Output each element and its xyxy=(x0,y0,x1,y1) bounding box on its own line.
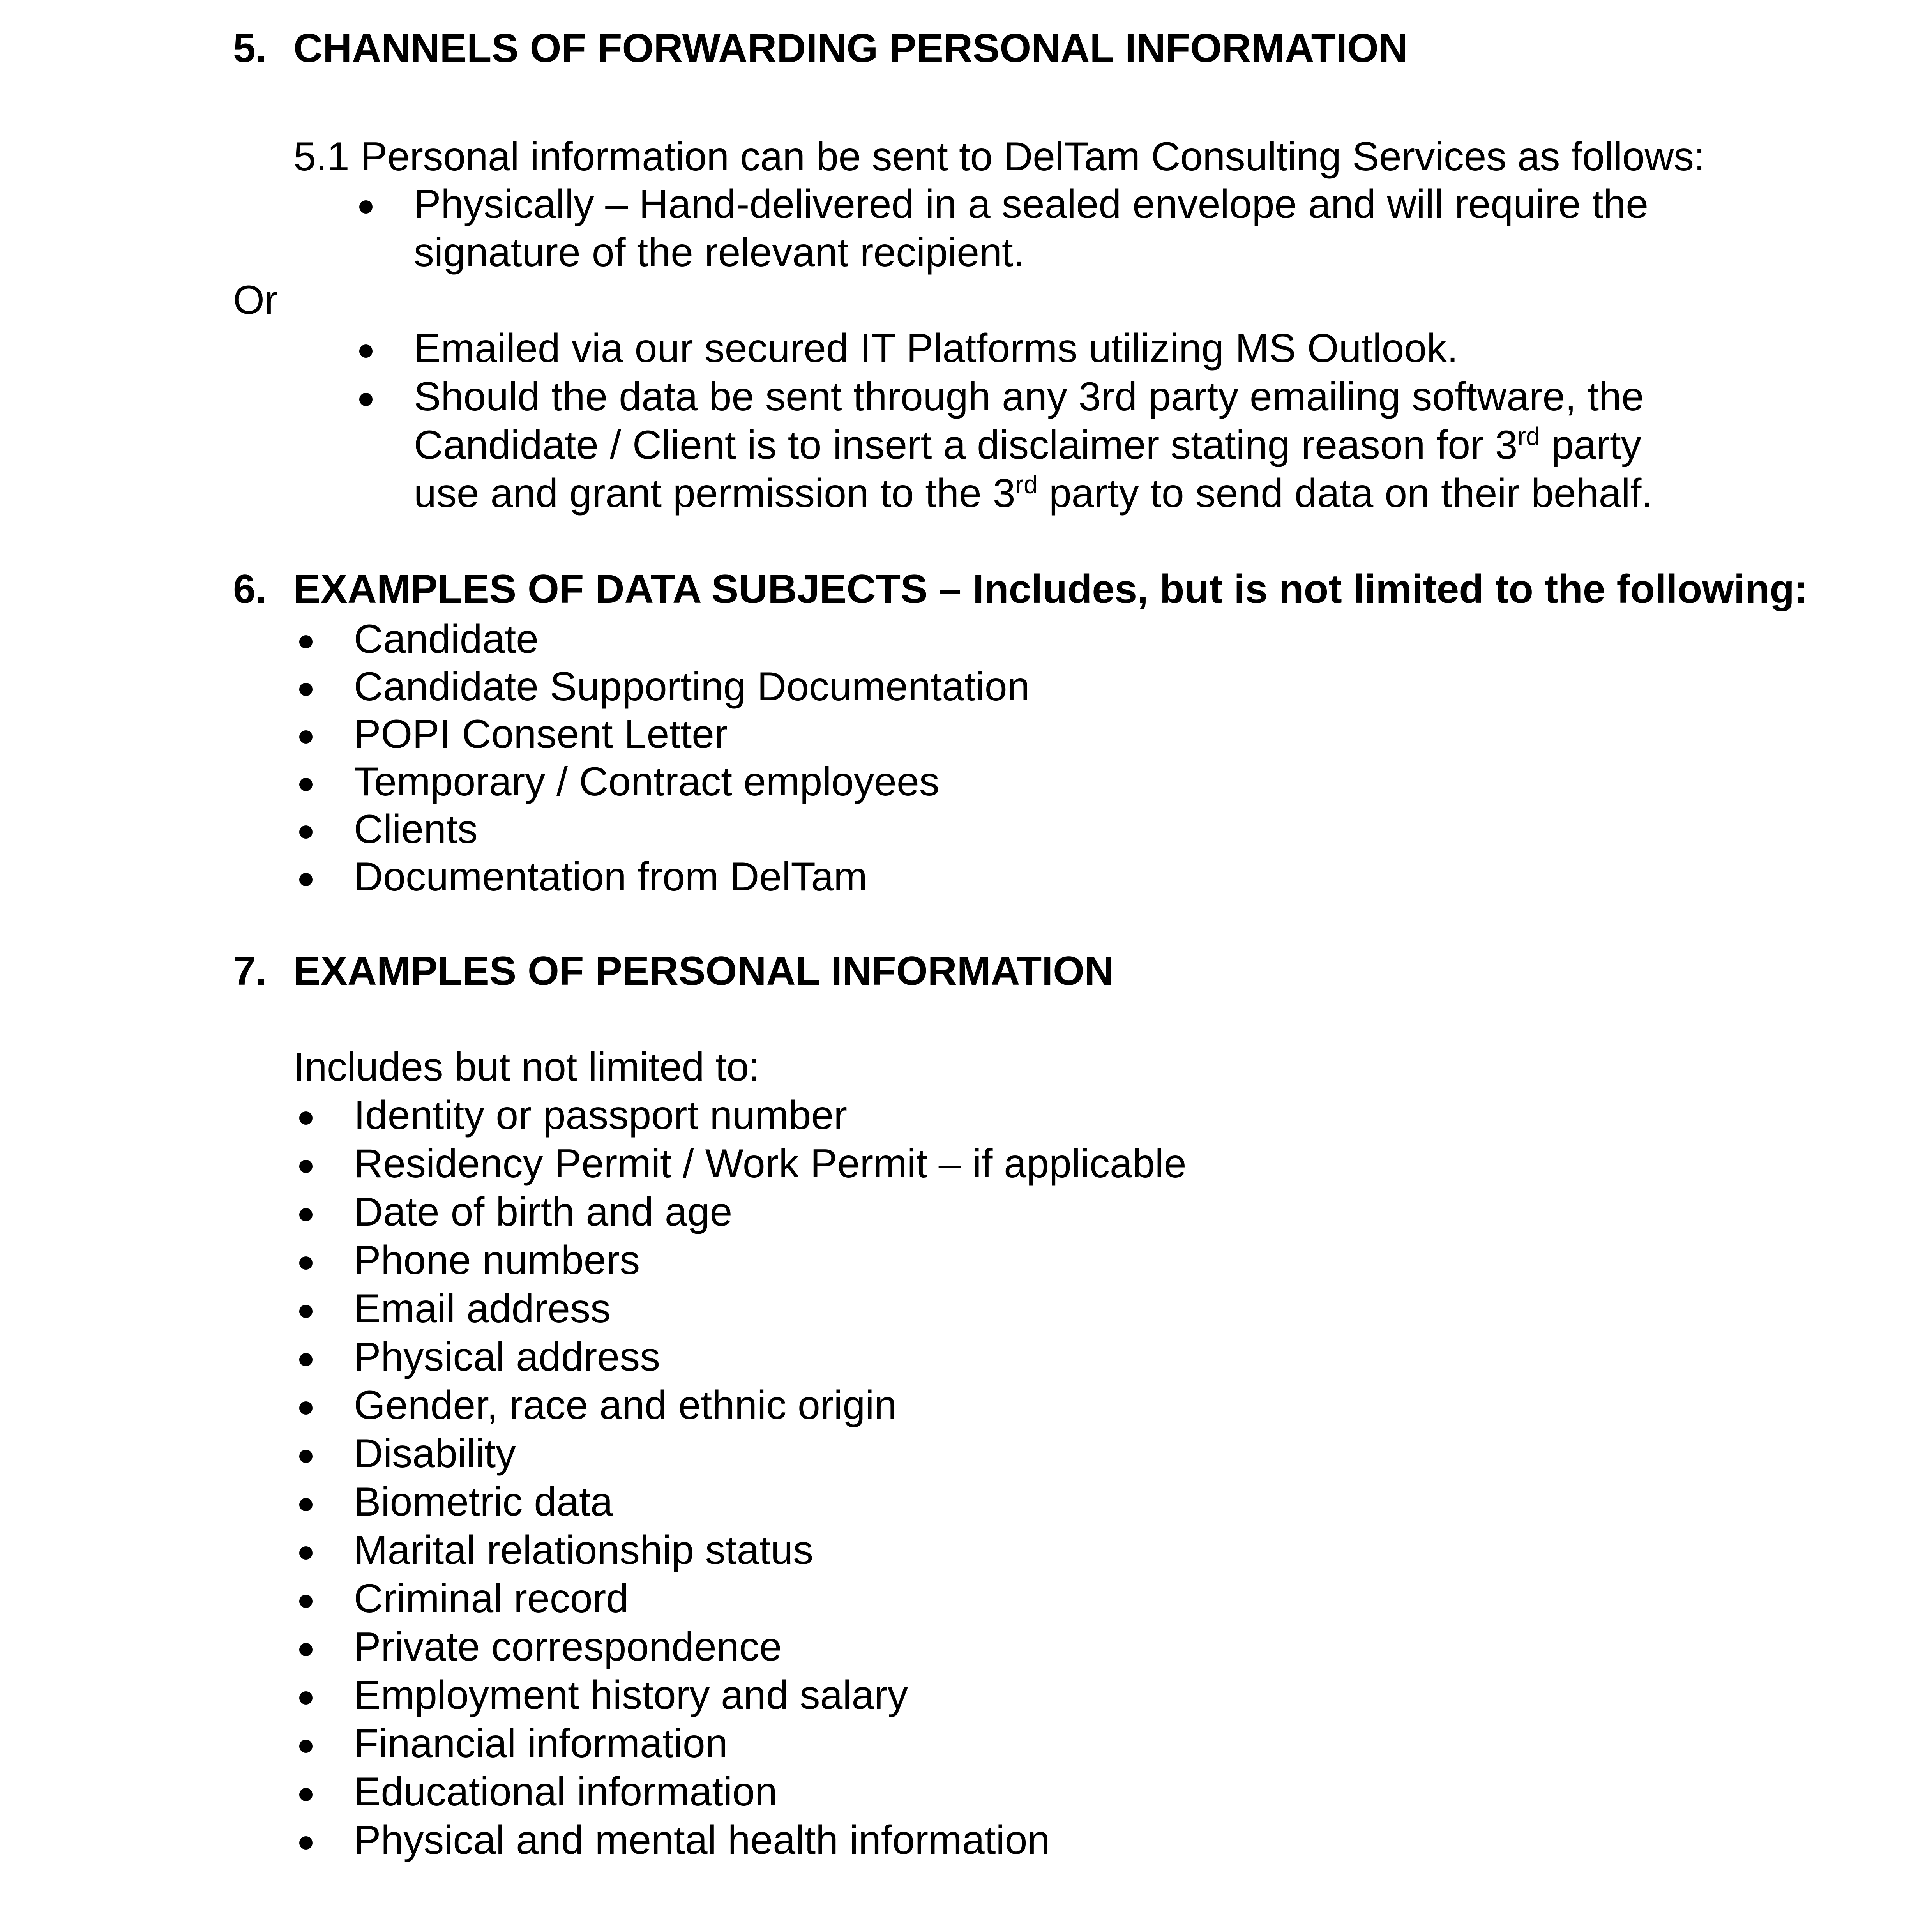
list-item: Educational information xyxy=(354,1769,777,1814)
clause-5-1-text: 5.1 Personal information can be sent to DelTam Consulting Services as follows: xyxy=(293,134,1705,179)
bullet-emailed xyxy=(359,324,1708,373)
connector-or: Or xyxy=(233,277,278,323)
list-item: Residency Permit / Work Permit – if applicable xyxy=(354,1141,1187,1186)
bullet-clients xyxy=(299,805,1702,853)
bullet-gender-race-and-ethnic-origin xyxy=(299,1381,1702,1429)
section-7-heading xyxy=(233,947,1114,995)
bullet-date-of-birth-and-age xyxy=(299,1188,1702,1236)
list-item: Clients xyxy=(354,807,478,852)
bullet-email-address xyxy=(299,1284,1702,1333)
bullet-emailed-label: Emailed via our secured IT Platforms utilizing MS Outlook. xyxy=(414,326,1459,371)
list-item: Temporary / Contract employees xyxy=(354,759,940,804)
list-item: Gender, race and ethnic origin xyxy=(354,1383,897,1428)
list-item: POPI Consent Letter xyxy=(354,712,728,757)
bullet-educational-information xyxy=(299,1768,1702,1816)
list-item: Biometric data xyxy=(354,1479,613,1525)
list-item: Disability xyxy=(354,1431,516,1476)
list-item: Physical address xyxy=(354,1334,660,1380)
section-7-number: 7. xyxy=(233,949,267,994)
bullet-candidate xyxy=(299,615,1702,663)
list-item: Phone numbers xyxy=(354,1238,640,1283)
bullet-physically-label: Physically – Hand-delivered in a sealed envelope and will require the signature of the relevant recipient. xyxy=(414,182,1649,275)
third-party-part-2: party use and grant permission to the 3 xyxy=(414,422,1641,516)
bullet-popi-consent-letter xyxy=(299,710,1702,758)
third-party-part-3: party to send data on their behalf. xyxy=(1037,471,1653,516)
list-item: Marital relationship status xyxy=(354,1528,814,1573)
bullet-employment-history-and-salary xyxy=(299,1671,1702,1719)
bullet-residency-permit-work-permit xyxy=(299,1139,1702,1188)
bullet-criminal-record xyxy=(299,1574,1702,1623)
bullet-identity-or-passport-number xyxy=(299,1091,1702,1139)
list-item: Criminal record xyxy=(354,1576,629,1621)
section-6-title: EXAMPLES OF DATA SUBJECTS – Includes, but is not limited to the following: xyxy=(293,567,1808,612)
bullet-third-party xyxy=(359,373,1715,518)
list-item: Email address xyxy=(354,1286,611,1331)
section-6-number: 6. xyxy=(233,567,267,612)
bullet-phone-numbers xyxy=(299,1236,1702,1284)
bullet-third-party-label xyxy=(414,373,1715,518)
bullet-private-correspondence xyxy=(299,1623,1702,1671)
bullet-documentation-from-deltam xyxy=(299,853,1702,901)
bullet-disability xyxy=(299,1429,1702,1478)
bullet-temporary-contract-employees xyxy=(299,758,1702,806)
list-item: Employment history and salary xyxy=(354,1673,908,1718)
list-item: Identity or passport number xyxy=(354,1093,847,1138)
list-item: Candidate Supporting Documentation xyxy=(354,664,1030,709)
third-party-part-1: Should the data be sent through any 3rd party emailing software, the Candidate / Client is to insert a disclaimer stating reason for 3 xyxy=(414,374,1644,468)
bullet-marital-relationship-status xyxy=(299,1526,1702,1574)
section-5-heading xyxy=(233,24,1408,72)
third-party-sup-1: rd xyxy=(1517,422,1540,450)
third-party-sup-2: rd xyxy=(1015,470,1038,499)
section-6-heading xyxy=(233,565,1808,613)
list-item: Private correspondence xyxy=(354,1624,782,1669)
list-item: Candidate xyxy=(354,617,539,662)
bullet-biometric-data xyxy=(299,1478,1702,1526)
bullet-candidate-supporting-documentation xyxy=(299,662,1702,711)
section-7-title: EXAMPLES OF PERSONAL INFORMATION xyxy=(293,949,1114,994)
bullet-financial-information xyxy=(299,1719,1702,1768)
list-item: Physical and mental health information xyxy=(354,1818,1050,1863)
bullet-physically xyxy=(359,180,1708,277)
list-item: Date of birth and age xyxy=(354,1189,733,1235)
section-5-number: 5. xyxy=(233,26,267,71)
bullet-physical-and-mental-health-information xyxy=(299,1816,1702,1864)
section-5-title: CHANNELS OF FORWARDING PERSONAL INFORMATION xyxy=(293,26,1408,71)
list-item: Financial information xyxy=(354,1721,728,1766)
bullet-physical-address xyxy=(299,1333,1702,1381)
section-7-intro: Includes but not limited to: xyxy=(293,1044,760,1090)
list-item: Documentation from DelTam xyxy=(354,854,867,899)
